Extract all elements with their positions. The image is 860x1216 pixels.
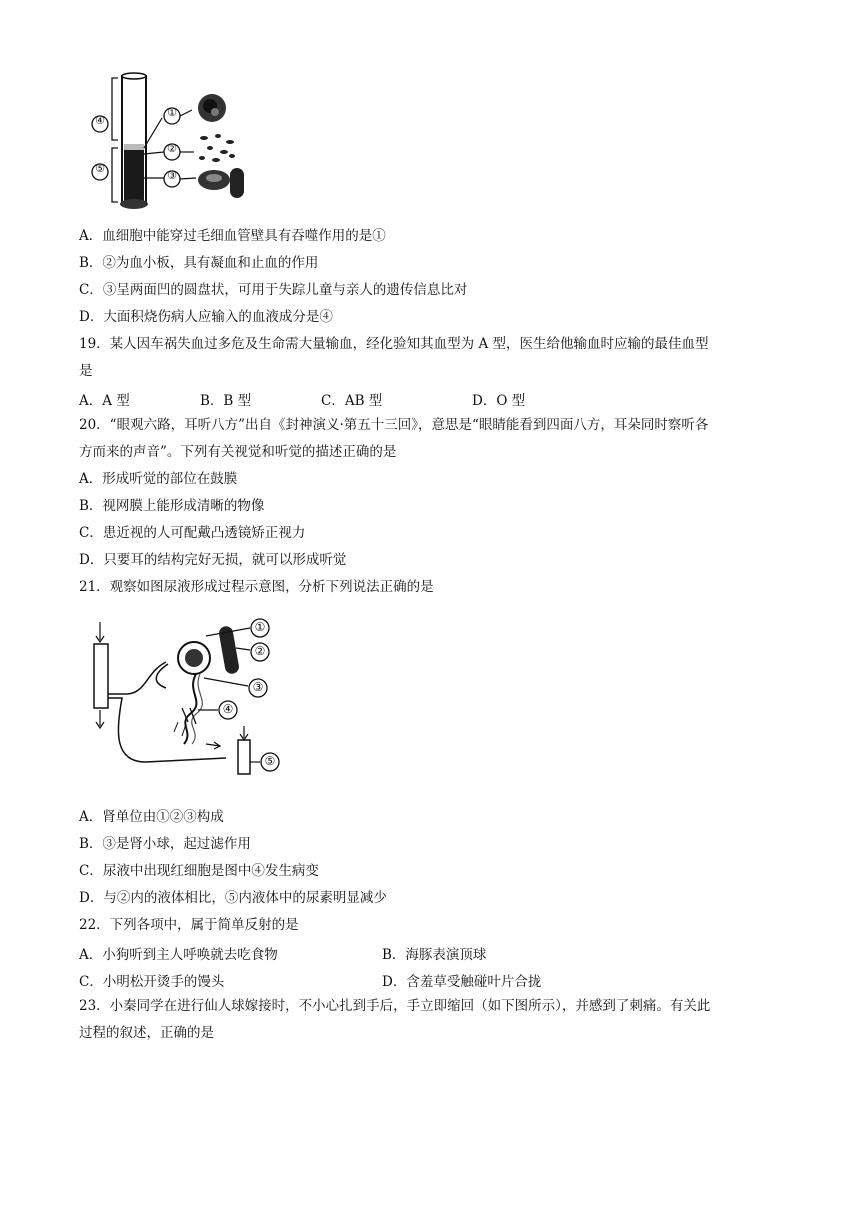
fig1-label-2: ② <box>167 142 177 155</box>
q20-option-b: B．视网膜上能形成清晰的物像 <box>79 498 265 514</box>
q21-stem: 21．观察如图尿液形成过程示意图，分析下列说法正确的是 <box>79 579 434 595</box>
q19-option-d: D．O 型 <box>472 393 526 409</box>
fig1-label-3: ③ <box>167 169 177 182</box>
q20-option-d: D．只要耳的结构完好无损，就可以形成听觉 <box>79 552 347 568</box>
q19-stem-line2: 是 <box>79 363 93 379</box>
q21-option-a: A．肾单位由①②③构成 <box>79 809 224 825</box>
q20-stem-line1: 20．“眼观六路，耳听八方”出自《封神演义·第五十三回》，意思是“眼睛能看到四面八方，耳朵同时察听各 <box>79 417 709 433</box>
fig1-label-5: ⑤ <box>95 162 105 175</box>
q18-option-d: D．大面积烧伤病人应输入的血液成分是④ <box>79 309 333 325</box>
nephron-figure <box>86 612 286 790</box>
fig1-label-4: ④ <box>95 114 105 127</box>
fig2-label-1: ① <box>254 620 266 634</box>
q23-stem-line2: 过程的叙述，正确的是 <box>79 1025 214 1041</box>
q18-option-b: B．②为血小板，具有凝血和止血的作用 <box>79 255 319 271</box>
q19-option-c: C．AB 型 <box>321 393 383 409</box>
fig2-label-3: ③ <box>252 680 264 694</box>
q20-stem-line2: 方而来的声音”。下列有关视觉和听觉的描述正确的是 <box>79 444 397 460</box>
q19-option-a: A．A 型 <box>79 393 130 409</box>
q21-option-b: B．③是肾小球，起过滤作用 <box>79 836 251 852</box>
q18-option-a: A．血细胞中能穿过毛细血管壁具有吞噬作用的是① <box>79 228 386 244</box>
fig2-label-5: ⑤ <box>264 754 276 768</box>
fig1-label-1: ① <box>167 106 177 119</box>
q22-option-a: A．小狗听到主人呼唤就去吃食物 <box>79 947 278 963</box>
q19-option-b: B．B 型 <box>200 393 252 409</box>
q21-option-c: C．尿液中出现红细胞是图中④发生病变 <box>79 863 319 879</box>
red-blood-cells <box>198 168 244 198</box>
q20-option-c: C．患近视的人可配戴凸透镜矫正视力 <box>79 525 306 541</box>
q21-option-d: D．与②内的液体相比，⑤内液体中的尿素明显减少 <box>79 890 387 906</box>
q19-stem-line1: 19．某人因车祸失血过多危及生命需大量输血，经化验知其血型为 A 型，医生给他输血时应输的最佳血型 <box>79 336 709 352</box>
q18-option-c: C．③呈两面凹的圆盘状，可用于失踪儿童与亲人的遗传信息比对 <box>79 282 468 298</box>
fig2-label-4: ④ <box>222 702 234 716</box>
q20-option-a: A．形成听觉的部位在鼓膜 <box>79 471 238 487</box>
q23-stem-line1: 23．小秦同学在进行仙人球嫁接时，不小心扎到手后，手立即缩回（如下图所示），并感到了刺痛。有关此 <box>79 998 711 1014</box>
q22-option-c: C．小明松开烫手的馒头 <box>79 974 225 990</box>
fig2-label-2: ② <box>254 644 266 658</box>
platelets <box>199 134 235 162</box>
q22-option-d: D．含羞草受触碰叶片合拢 <box>382 974 542 990</box>
q22-stem: 22．下列各项中，属于简单反射的是 <box>79 917 299 933</box>
q22-option-b: B．海豚表演顶球 <box>382 947 487 963</box>
